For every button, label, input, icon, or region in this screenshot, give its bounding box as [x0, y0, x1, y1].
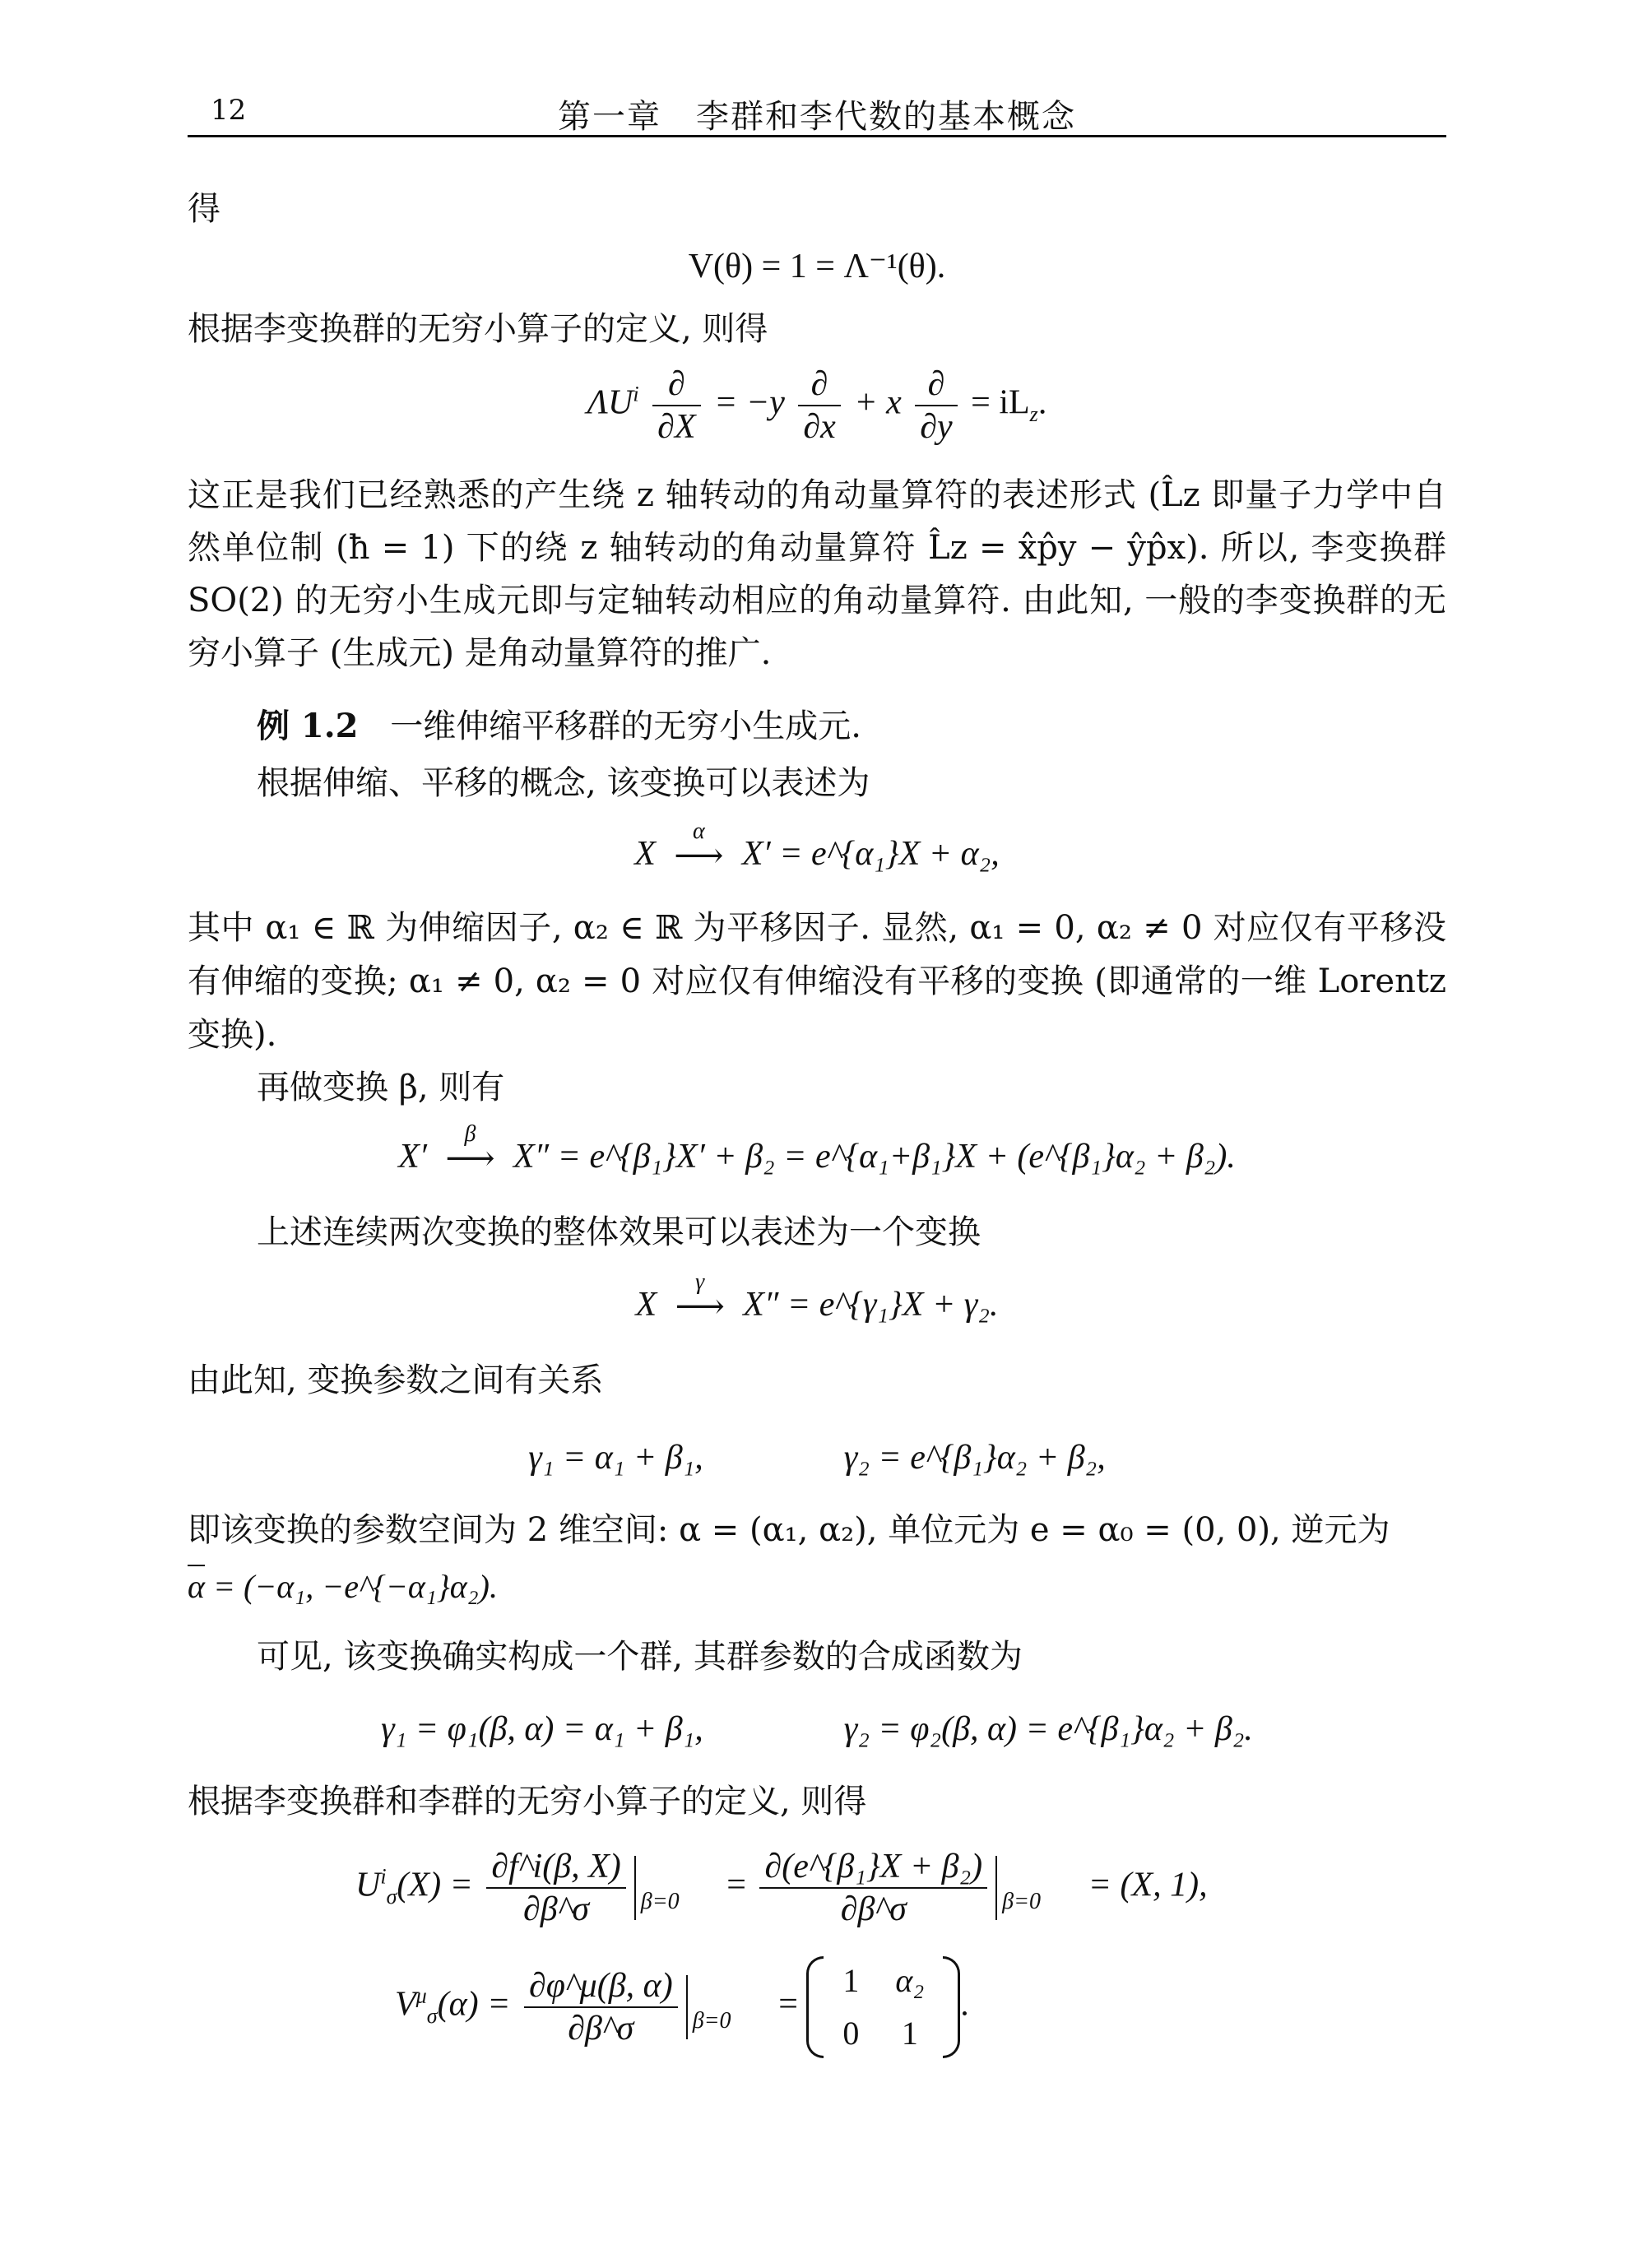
eq2-plus: + x	[854, 383, 902, 422]
equation-transform-alpha	[188, 819, 1446, 881]
paragraph-lie-group-definition: 根据李变换群和李群的无穷小算子的定义, 则得	[188, 1783, 867, 1820]
running-head: 第一章 李群和李代数的基本概念	[558, 98, 1076, 136]
eq8-lhs-arg: (X) =	[397, 1866, 473, 1904]
eq2-den-2: ∂x	[803, 408, 836, 446]
eq9-eq: =	[778, 1985, 798, 2024]
eq9-lhs-sup: μ	[415, 1983, 427, 2008]
eq5-rhs: X″ = e^{γ₁}X + γ₂.	[743, 1286, 999, 1324]
eq5-arrow-label: γ	[695, 1269, 705, 1296]
eq9-lhs-sub: σ	[426, 2004, 438, 2029]
equation-transform-gamma	[188, 1269, 1446, 1332]
eq3-rhs: X′ = e^{α₁}X + α₂,	[741, 835, 1000, 873]
inverse-alpha-bar: α	[188, 1565, 205, 1605]
matrix-cell-22: 1	[901, 2015, 918, 2052]
eq2-sup: i	[633, 382, 639, 406]
example-label: 例 1.2	[257, 707, 359, 745]
equation-u-sigma	[188, 1846, 1446, 1930]
paragraph-composition: 上述连续两次变换的整体效果可以表述为一个变换	[257, 1213, 981, 1251]
eq2-frac-2	[798, 364, 840, 448]
equation-v-sigma	[188, 1955, 1446, 2060]
eq9-lhs-arg: (α) =	[437, 1985, 511, 2024]
paragraph-definition: 根据李变换群的无穷小算子的定义, 则得	[188, 310, 768, 348]
eq8-lhs-sub: σ	[386, 1885, 397, 1909]
eq8-den-2: ∂β^σ	[840, 1890, 907, 1928]
eq2-num-3: ∂	[915, 364, 957, 406]
eq8-num-1: ∂f^i(β, X)	[486, 1846, 625, 1889]
book-page	[188, 0, 1446, 2254]
eq8-eval-2-label: β=0	[1002, 1889, 1042, 1914]
equation-v-theta: V(θ) = 1 = Λ⁻¹(θ).	[688, 248, 946, 285]
paragraph-beta: 再做变换 β, 则有	[257, 1069, 505, 1106]
eq8-frac-2	[759, 1846, 987, 1930]
eq2-num-2: ∂	[798, 364, 840, 406]
equation-transform-beta	[188, 1121, 1446, 1184]
eq8-lhs: U	[355, 1866, 381, 1904]
eq2-frac-1	[652, 364, 700, 448]
example-heading	[188, 699, 1446, 754]
matrix-cell-21: 0	[842, 2015, 860, 2052]
eq4-lhs: X′	[398, 1138, 427, 1176]
equation-parameter-relations	[188, 1433, 1446, 1482]
eq9-lhs: V	[395, 1985, 416, 2024]
eq8-frac-1	[486, 1846, 625, 1930]
eq2-frac-3	[915, 364, 957, 448]
eq8-rhs: = (X, 1),	[1088, 1866, 1208, 1904]
eq3-arrow: α ⟶	[664, 832, 733, 881]
eq9-num-1: ∂φ^μ(β, α)	[524, 1965, 678, 2008]
eq2-rhs: = iL	[971, 383, 1030, 422]
eq9-den-1: ∂β^σ	[568, 2010, 634, 2048]
paragraph-intro: 得	[188, 190, 220, 228]
eq9-eval	[686, 1975, 770, 2039]
page-number: 12	[211, 94, 247, 127]
paragraph-group: 可见, 该变换确实构成一个群, 其群参数的合成函数为	[257, 1638, 1023, 1676]
eq4-arrow-label: β	[464, 1121, 476, 1148]
eq8-den-1: ∂β^σ	[523, 1890, 590, 1928]
eq3-arrow-label: α	[693, 819, 705, 845]
eq9-matrix	[806, 1955, 960, 2060]
paragraph-inverse	[188, 1560, 1446, 1613]
eq3-lhs: X	[634, 835, 656, 873]
eq2-rhs-sub: z	[1029, 402, 1038, 427]
eq9-eval-label: β=0	[692, 2008, 731, 2034]
equation-composition-functions	[188, 1704, 1446, 1754]
matrix-cell-12: α₂	[895, 1962, 925, 1999]
eq4-arrow: β ⟶	[435, 1134, 504, 1184]
paragraph-relations: 由此知, 变换参数之间有关系	[188, 1361, 604, 1399]
eq2-num-1: ∂	[652, 364, 700, 406]
equation-infinitesimal-operator	[188, 364, 1446, 448]
eq6-left: γ₁ = α₁ + β₁,	[528, 1439, 703, 1477]
eq9-end: .	[960, 1985, 969, 2024]
page-header	[188, 89, 1446, 137]
eq8-num-2: ∂(e^{β₁}X + β₂)	[759, 1846, 987, 1889]
eq8-eval-2	[995, 1856, 1079, 1920]
eq5-lhs: X	[635, 1286, 657, 1324]
eq2-lhs: ΛU	[587, 383, 633, 422]
paragraph-factors: 其中 α₁ ∈ ℝ 为伸缩因子, α₂ ∈ ℝ 为平移因子. 显然, α₁ = 0, α₂ ≠ 0 对应仅有平移没有伸缩的变换; α₁ ≠ 0, α₂ = 0 对应仅有伸缩没有平移的变换 (即通常的一维 Lorentz 变换).	[188, 909, 1446, 1054]
eq8-lhs-sup: i	[380, 1864, 387, 1889]
eq8-eq: =	[726, 1866, 746, 1904]
eq2-den-3: ∂y	[920, 408, 953, 446]
eq7-right: γ₂ = φ₂(β, α) = e^{β₁}α₂ + β₂.	[843, 1710, 1253, 1748]
inverse-value: = (−α₁, −e^{−α₁}α₂).	[213, 1568, 498, 1605]
eq2-den-1: ∂X	[657, 408, 696, 446]
example-title: 一维伸缩平移群的无穷小生成元.	[390, 707, 861, 745]
eq2-end: .	[1037, 383, 1047, 422]
eq2-mid: = −y	[714, 383, 785, 422]
eq8-eval-1-label: β=0	[640, 1889, 680, 1914]
eq4-rhs: X″ = e^{β₁}X′ + β₂ = e^{α₁+β₁}X + (e^{β₁}α₂ + β₂).	[513, 1138, 1236, 1176]
matrix-cell-11: 1	[842, 1962, 860, 1999]
paragraph-scaling: 根据伸缩、平移的概念, 该变换可以表述为	[257, 764, 870, 802]
eq6-right: γ₂ = e^{β₁}α₂ + β₂,	[843, 1439, 1106, 1477]
paragraph-angular-momentum: 这正是我们已经熟悉的产生绕 z 轴转动的角动量算符的表述形式 (L̂z 即量子力学中自然单位制 (ħ = 1) 下的绕 z 轴转动的角动量算符 L̂z = x̂p̂y − ŷp̂x). 所以, 李变换群 SO(2) 的无穷小生成元即与定轴转动相应的角动量算符. 由此知, 一般的李变换群的无穷小算子 (生成元) 是角动量算符的推广.	[188, 476, 1446, 672]
paragraph-parameter-space: 即该变换的参数空间为 2 维空间: α = (α₁, α₂), 单位元为 e = α₀ = (0, 0), 逆元为	[188, 1511, 1390, 1549]
eq7-left: γ₁ = φ₁(β, α) = α₁ + β₁,	[381, 1710, 703, 1748]
eq5-arrow: γ ⟶	[666, 1282, 735, 1332]
eq9-frac-1	[524, 1965, 678, 2049]
eq8-eval-1	[634, 1856, 718, 1920]
